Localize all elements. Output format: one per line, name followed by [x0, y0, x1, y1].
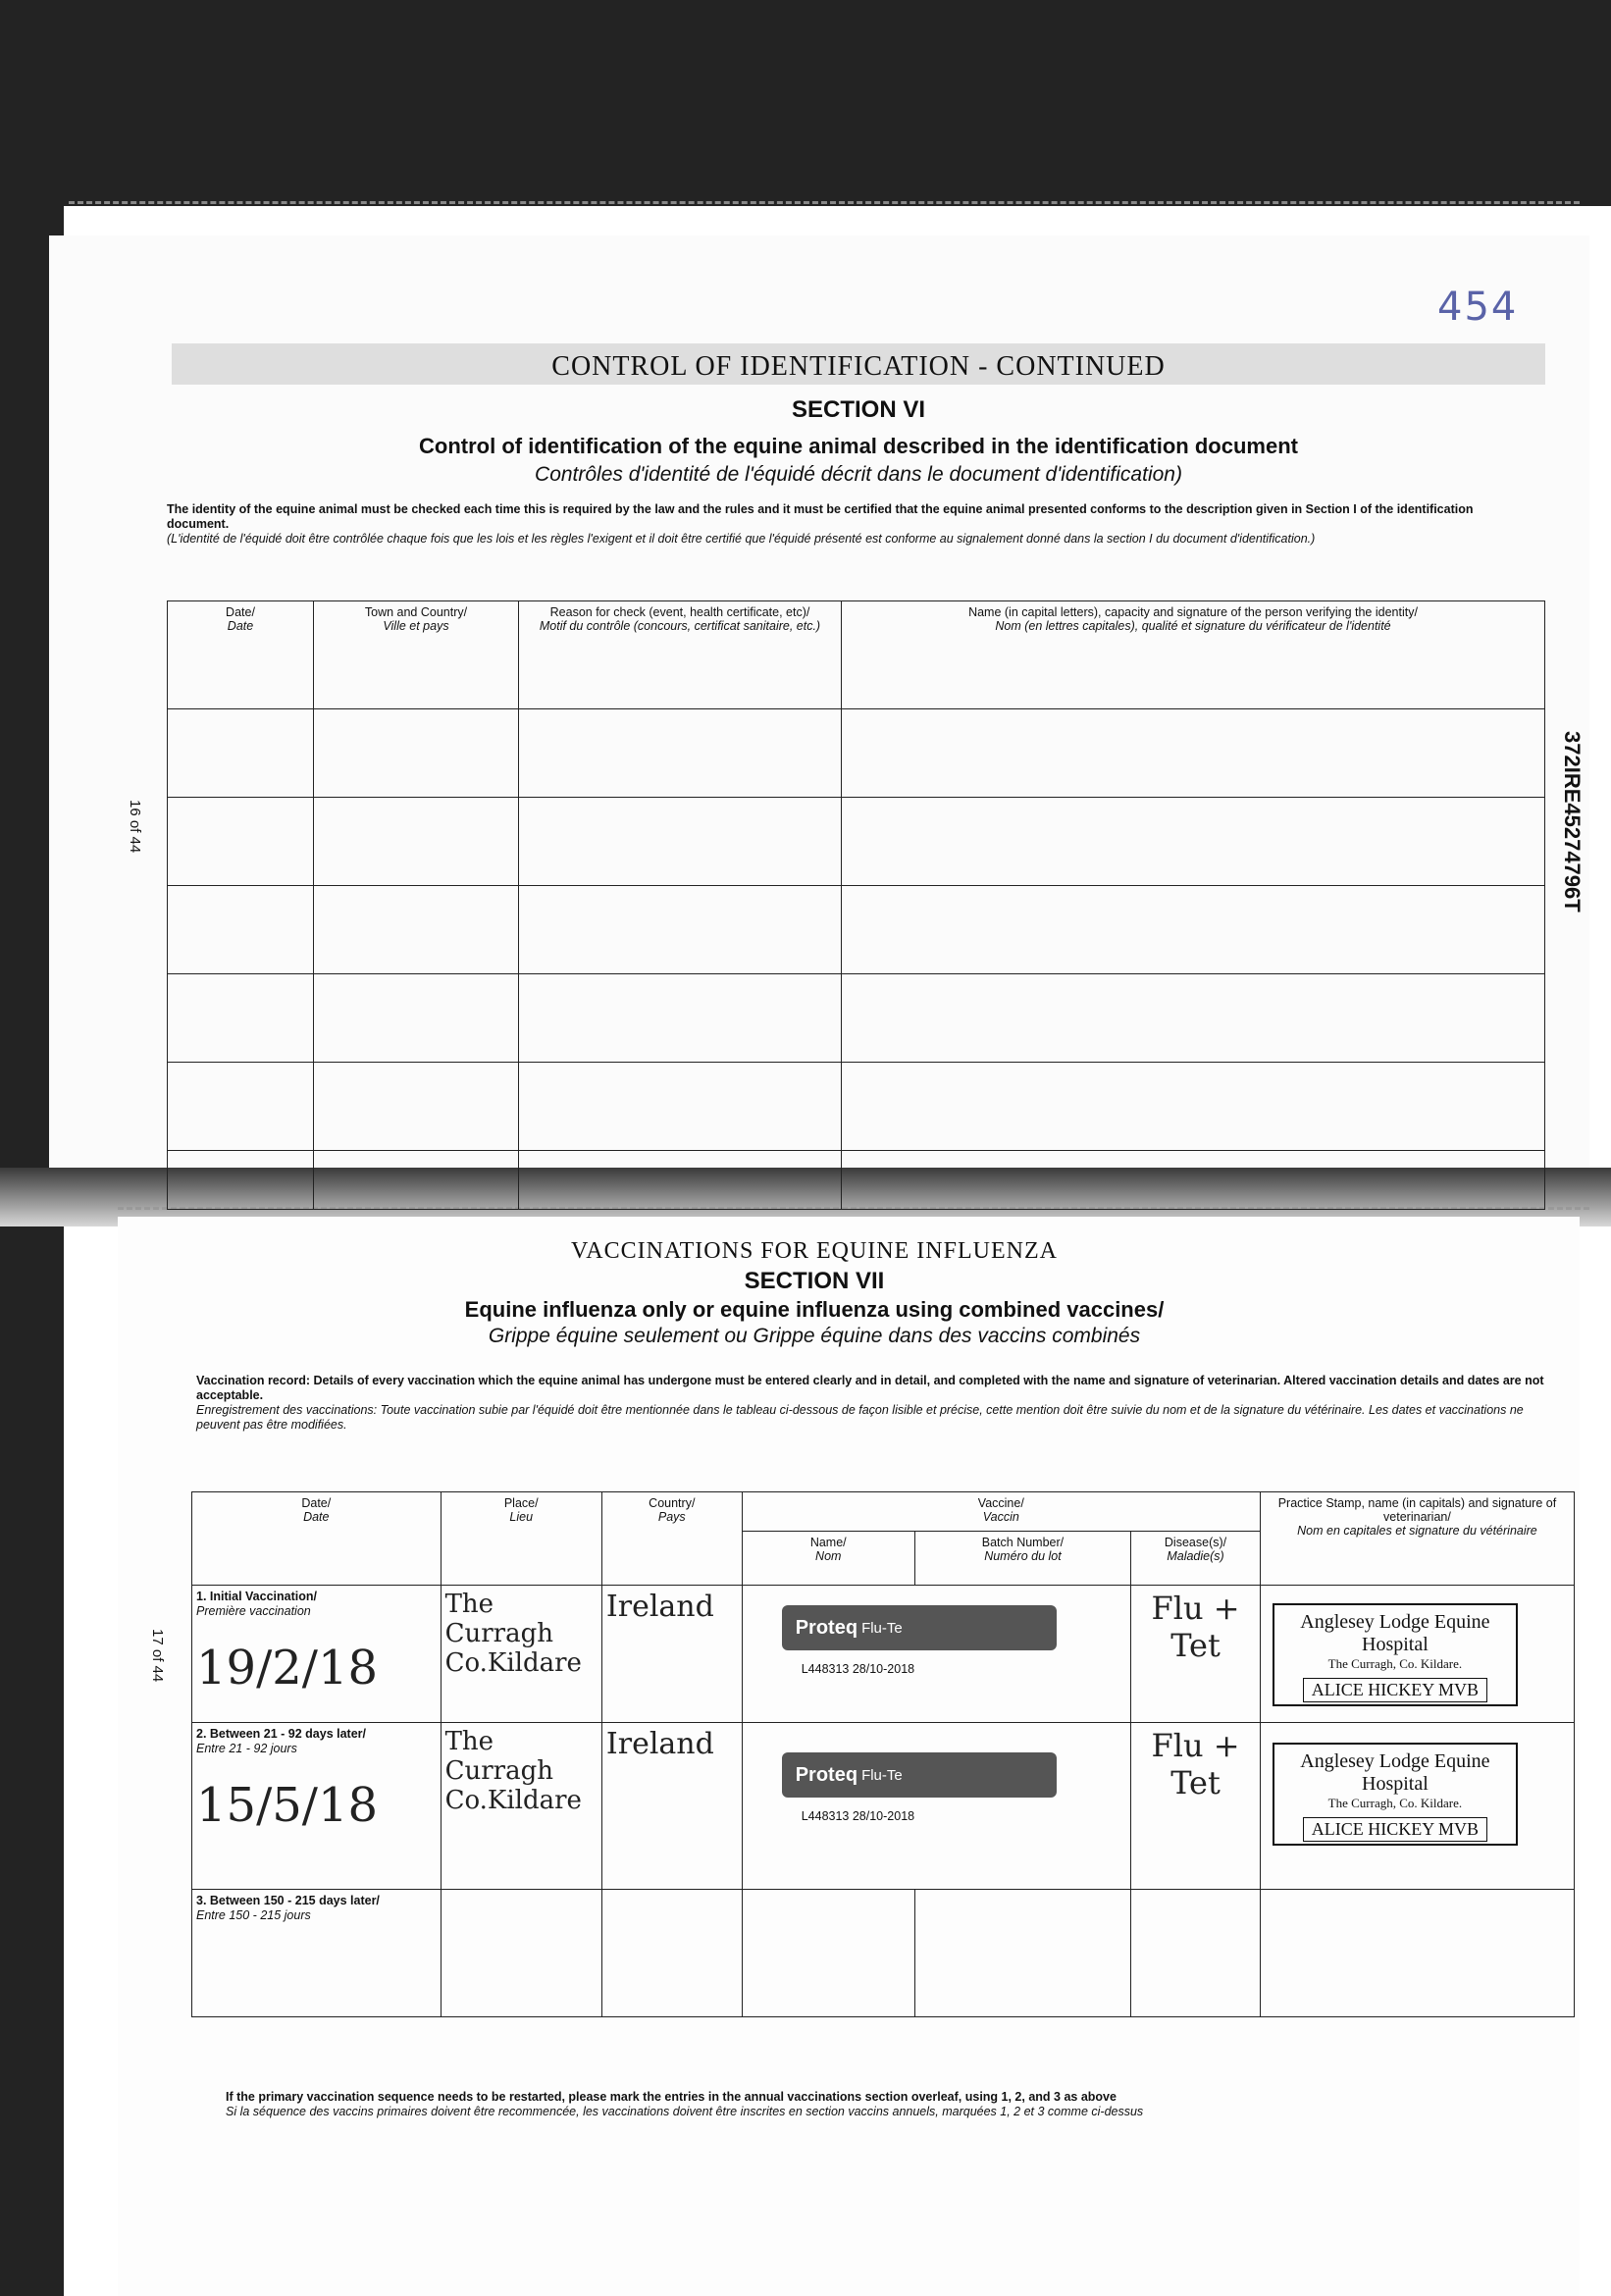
scan-background-top [0, 0, 1611, 206]
vaccination-disease: Flu + Tet [1131, 1723, 1261, 1890]
table-row [168, 974, 1545, 1063]
vaccination-table [191, 1491, 1575, 2017]
footer-en: If the primary vaccination sequence needs to be restarted, please mark the entries in the annual vaccinations section overleaf, using 1, 2, and 3 as above [226, 2090, 1117, 2104]
practice-stamp: Anglesey Lodge Equine Hospital The Curragh, Co. Kildare. ALICE HICKEY MVB [1273, 1743, 1518, 1846]
vaccine-sticker: Proteq Flu-Te [782, 1605, 1057, 1650]
vaccination-row-3: 3. Between 150 - 215 days later/ Entre 150 - 215 jours [192, 1890, 1575, 2017]
section-title: CONTROL OF IDENTIFICATION - CONTINUED [551, 351, 1166, 382]
binding-stitch [69, 201, 1580, 204]
vaccination-heading-fr: Grippe équine seulement ou Grippe équine dans des vaccins combinés [488, 1325, 1141, 1347]
table-row [168, 1063, 1545, 1151]
vaccine-batch: L448313 28/10-2018 [801, 1809, 915, 1823]
vaccination-record-text [196, 1374, 1560, 1433]
table-row [168, 709, 1545, 798]
id-col-date: Date/ Date [168, 601, 314, 709]
vaccination-heading-en: Equine influenza only or equine influenza using combined vaccines/ [464, 1297, 1165, 1322]
section-number: SECTION VI [791, 396, 926, 423]
vaccination-section: SECTION VII [744, 1268, 885, 1294]
vaccination-place: The Curragh Co.Kildare [441, 1723, 601, 1890]
intro-en: The identity of the equine animal must be checked each time this is required by the law and the rules and it must be certified that the equine animal presented conforms to the description given in Section I of the identification document. [167, 502, 1474, 531]
vac-col-batch: Batch Number/ Numéro du lot [914, 1532, 1130, 1586]
page-label-lower: 17 of 44 [149, 1629, 166, 1683]
vaccination-date: 19/2/18 [196, 1641, 379, 1696]
vaccine-sticker: Proteq Flu-Te [782, 1752, 1057, 1798]
intro-fr: (L'identité de l'équidé doit être contrôlée chaque fois que les lois et les règles l'exigent et il doit être certifié que l'équidé présenté est conforme au signalement donné dans la section I du document d'identification.) [167, 532, 1316, 546]
vaccination-place: The Curragh Co.Kildare [441, 1586, 601, 1723]
record-fr: Enregistrement des vaccinations: Toute vaccination subie par l'équidé doit être mentionnée dans le tableau ci-dessous de façon lisible et précise, cette mention doit être suivie du nom et de la signature du vétérinaire. Les dates et vaccinations ne peuvent pas être modifiées. [196, 1403, 1524, 1432]
vac-col-name: Name/ Nom [742, 1532, 914, 1586]
id-col-town: Town and Country/ Ville et pays [314, 601, 519, 709]
vaccination-country: Ireland [601, 1586, 742, 1723]
vac-col-vaccine: Vaccine/ Vaccin [742, 1492, 1260, 1532]
vac-col-disease: Disease(s)/ Maladie(s) [1131, 1532, 1261, 1586]
vaccine-batch: L448313 28/10-2018 [801, 1662, 915, 1676]
id-col-name: Name (in capital letters), capacity and signature of the person verifying the identity/ Nom (en lettres capitales), qualité et signature du vérificateur de l'identité [842, 601, 1545, 709]
vaccination-country: Ireland [601, 1723, 742, 1890]
practice-stamp: Anglesey Lodge Equine Hospital The Curragh, Co. Kildare. ALICE HICKEY MVB [1273, 1603, 1518, 1706]
vaccination-row-2: 2. Between 21 - 92 days later/ Entre 21 - 92 jours 15/5/18 The Curragh Co.Kildare Ireland Proteq Flu-Te L448313 28/10-2018 Flu + Tet Anglesey Lodge Equine Hospital The Curragh, Co. Kildare. ALICE HICKEY MVB [192, 1723, 1575, 1890]
table-row [168, 798, 1545, 886]
vac-col-stamp: Practice Stamp, name (in capitals) and signature of veterinarian/ Nom en capitales et signature du vétérinaire [1260, 1492, 1574, 1586]
footer-fr: Si la séquence des vaccins primaires doivent être recommencée, les vaccinations doivent être inscrites en section vaccins annuels, marquées 1, 2 et 3 comme ci-dessus [226, 2105, 1144, 2118]
page-number: 454 [1437, 285, 1519, 330]
vaccination-footer [226, 2090, 1501, 2119]
table-row [168, 1151, 1545, 1210]
table-row [168, 886, 1545, 974]
passport-id: 372IRE45274796T [1560, 731, 1585, 913]
heading-fr: Contrôles d'identité de l'équidé décrit dans le document d'identification) [535, 463, 1182, 486]
vac-col-place: Place/ Lieu [441, 1492, 601, 1586]
heading-en: Control of identification of the equine animal described in the identification document [419, 434, 1298, 458]
intro-text [167, 502, 1531, 547]
id-col-reason: Reason for check (event, health certificate, etc)/ Motif du contrôle (concours, certificat sanitaire, etc.) [519, 601, 842, 709]
record-en: Vaccination record: Details of every vaccination which the equine animal has undergone must be entered clearly and in detail, and completed with the name and signature of veterinarian. Altered vaccination details and dates are not acceptable. [196, 1374, 1544, 1402]
vac-col-date: Date/ Date [192, 1492, 442, 1586]
vaccination-row-1: 1. Initial Vaccination/ Première vaccination 19/2/18 The Curragh Co.Kildare Ireland Proteq Flu-Te L448313 28/10-2018 Flu + Tet Anglesey Lodge Equine Hospital The Curragh, Co. Kildare. ALICE HICKEY MVB [192, 1586, 1575, 1723]
identification-check-table [167, 600, 1545, 1210]
vaccination-title: VACCINATIONS FOR EQUINE INFLUENZA [571, 1238, 1058, 1264]
vaccination-disease: Flu + Tet [1131, 1586, 1261, 1723]
vaccination-date: 15/5/18 [196, 1778, 379, 1833]
vac-col-country: Country/ Pays [601, 1492, 742, 1586]
page-label-upper: 16 of 44 [127, 800, 143, 854]
